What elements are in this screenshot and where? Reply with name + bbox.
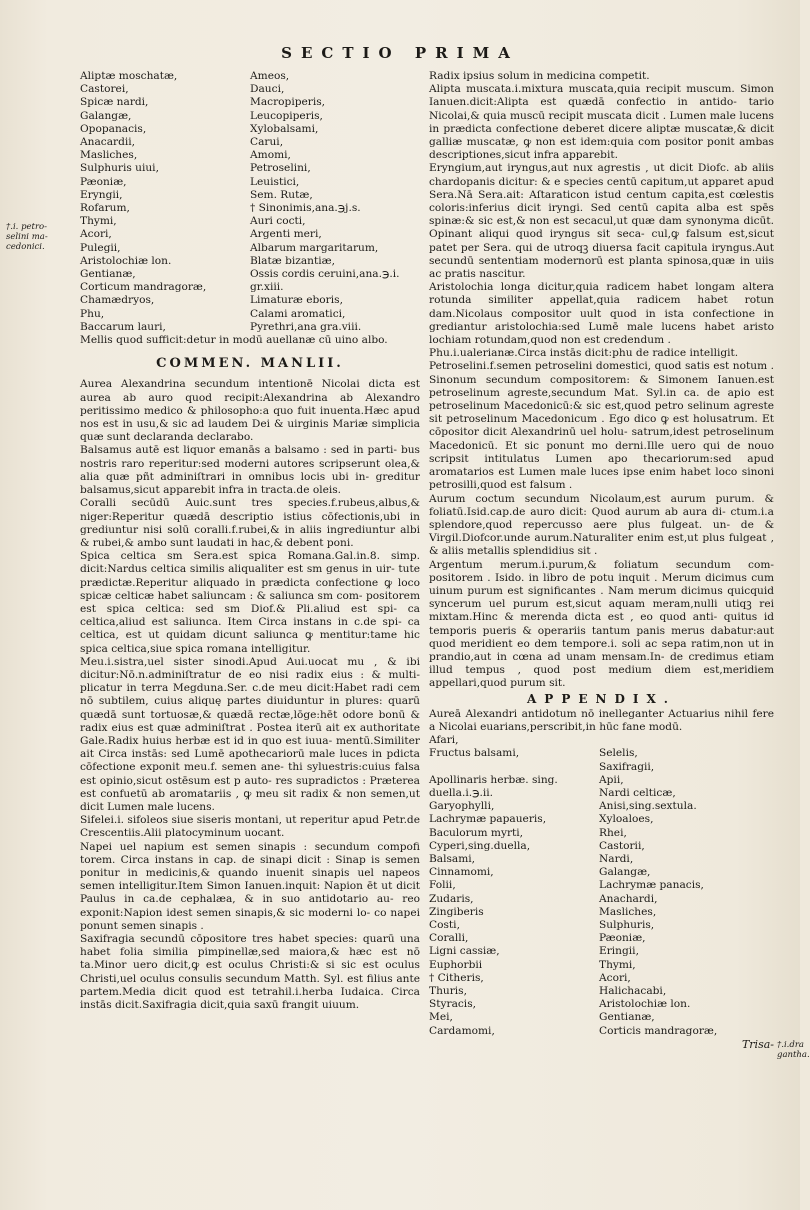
- commentary-paragraph: Phu.i.ualerianæ.Circa instās dicit:phu de radice intelligit.: [429, 347, 739, 360]
- appendix-item: Sulphuris,: [599, 919, 655, 931]
- ingredient-item: Anacardii,: [80, 136, 136, 149]
- appendix-item: Halichacabi,: [599, 985, 667, 998]
- ingredient-item: Blatæ bizantiæ,: [250, 254, 335, 267]
- commentary-paragraph: Radix ipsius solum in medicina competit.: [429, 70, 650, 82]
- page-header: SECTIO PRIMA: [281, 44, 519, 62]
- ingredient-item: Dauci,: [250, 83, 285, 96]
- ingredient-item: Auri cocti,: [250, 215, 306, 228]
- commentary-paragraph: Napei uel napium est semen sinapis : secundum compofi torem. Circa instans in cap. de sinapi dicit : Sinap is semen ponitur in medicinis,& quando inuenit sinapis uel napeos semen intelligitur.Item Simon Ianuen.inquit: Napion ēt ut dicit Paulus in ca.de cephalæa, & in suo antidotario au- reo exponit:Napion idest semen sinapis,& sic moderni lo- co napei ponunt semen sinapis .: [80, 840, 420, 932]
- ingredient-item: Chamædryos,: [80, 294, 155, 307]
- appendix-item: Thuris,: [429, 985, 467, 998]
- margin-note-right: †.i.dra gantha.: [777, 1040, 810, 1060]
- appendix-item: Mei,: [429, 1011, 453, 1024]
- ingredient-item: Albarum margaritarum,: [250, 241, 379, 254]
- appendix-item: Acori,: [599, 971, 631, 984]
- appendix-item: Corticis mandragoræ,: [599, 1024, 718, 1037]
- commentary-paragraph: Aurea Alexandrina secundum intentionē Nicolai dicta est aurea ab auro quod recipit:Alexandrina ab Alexandro peritissimo medico & philosopho:a quo fuit inuenta.Hæc apud nos est in usu,& sic ad laudem Dei & uirginis Mariæ simplicia quæ sunt declaranda declarabo.: [80, 378, 420, 444]
- appendix-item: Lachrymæ panacis,: [599, 879, 704, 892]
- appendix-item: Folii,: [429, 879, 456, 892]
- commentary-paragraph: Sifelei.i. sifoleos siue siseris montani, ut reperitur apud Petr.de Crescentiis.Alii platocyminum uocant.: [80, 814, 420, 840]
- appendix-item: Anisi,sing.sextula.: [599, 800, 697, 813]
- appendix-item: [429, 761, 599, 774]
- ingredient-item: Spicæ nardi,: [80, 96, 149, 109]
- ingredient-item: Ossis cordis ceruini,ana.℈.i.: [250, 268, 400, 281]
- ingredient-item: Pyrethri,ana gra.viii.: [250, 320, 362, 333]
- appendix-item: [599, 734, 774, 747]
- ingredient-item: Leucopiperis,: [250, 109, 323, 122]
- commentary-paragraph: Petroselini.f.semen petroselini domestici, quod satis est notum . Sinonum secundum compositorem: & Simonem Ianuen.est petroselinum agreste,secundum Mat. Syl.in ca. de apio est petroselinum Macedonicū:& sic est,quod petro selinum agreste sit petroselinum Macedonicum . Ego dico ꝙ est holusatrum. Et cōpositor dicit Alexandrinū uel holu- satrum,idest petroselinum Macedonicū. Et sic ponunt mo derni.Ille uero qui de nouo scripsit intitulatus Lumen apo thecariorum:sed apud aromatarios est Lumen male luces ipse enim habet loco sinoni petrosilli,quod est falsum .: [429, 360, 774, 492]
- ingredient-item: Galangæ,: [80, 109, 132, 122]
- ingredient-item: Baccarum lauri,: [80, 320, 166, 333]
- appendix-item: Thymi,: [599, 958, 636, 971]
- appendix-item: Lachrymæ papaueris,: [429, 813, 547, 826]
- appendix-ingredient-list: [429, 734, 774, 1038]
- ingredient-item: Argenti meri,: [250, 228, 322, 241]
- appendix-item: Styracis,: [429, 998, 477, 1011]
- ingredient-item: gr.xiii.: [250, 281, 284, 294]
- ingredient-item: Gentianæ,: [80, 268, 136, 281]
- ingredient-item: Rofarum,: [80, 202, 130, 215]
- appendix-item: Gentianæ,: [599, 1011, 655, 1024]
- catchword: Trisa-: [741, 1037, 774, 1051]
- appendix-item: Aristolochiæ lon.: [599, 998, 691, 1011]
- ingredient-item: Petroselini,: [250, 162, 311, 175]
- ingredient-item: Eryngii,: [80, 188, 123, 201]
- margin-note-left: †.i. petro- selini ma- cedonici.: [6, 222, 48, 252]
- ingredient-item: Amomi,: [250, 149, 291, 162]
- appendix-item: Ligni cassiæ,: [429, 945, 500, 958]
- commentary-paragraph: Saxifragia secundū cōpositore tres habet species: quarū una habet folia similia pimpinellæ,sed maiora,& hæc est nō ta.Minor uero dicit,ꝙ est oculus Christi:& si sic est oculus Christi,uel oculus consulis secundum Matth. Syl. est filius ante partem.Media dicit quod est tetrahil.i.herba Iudaica. Circa instās dicit.Saxifragia dicit,quia saxū frangit uiuum.: [80, 933, 420, 1012]
- ingredient-item: Aliptæ moschatæ,: [80, 70, 178, 82]
- appendix-item: duella.i.℈.ii.: [429, 786, 493, 799]
- left-column: [80, 70, 420, 1012]
- commentary-paragraph: Spica celtica sm Sera.est spica Romana.Gal.in.8. simp. dicit:Nardus celtica similis aliqualiter est sm genus in uir- tute prædictæ.Reperitur aliquado in prædicta confectione ꝙ loco spicæ celticæ habet saliuncam : & saliunca sm com- positorem est spica celtica: sed sm Diof.& Pli.aliud est spi- ca celtica,aliud est saliunca. Item Circa instans in c.de spi- ca celtica, est ut quidam dicunt saliunca ꝙ mentitur:tame hic spica celtica,siue spica romana intelligitur.: [80, 550, 420, 655]
- ingredient-item: Calami aromatici,: [250, 307, 346, 320]
- ingredient-item: Acori,: [80, 228, 112, 241]
- appendix-item: Apii,: [599, 773, 624, 786]
- ingredient-item: † Sinonimis,ana.℈j.s.: [250, 202, 361, 215]
- appendix-item: Castorii,: [599, 839, 645, 852]
- ingredient-item: Corticum mandragoræ,: [80, 281, 207, 294]
- appendix-item: Cinnamomi,: [429, 866, 494, 879]
- appendix-item: Euphorbii: [429, 958, 483, 971]
- appendix-item: † Citheris,: [429, 971, 484, 984]
- appendix-item: Garyophylli,: [429, 800, 495, 813]
- commentary-paragraph: Meu.i.sistra,uel sister sinodi.Apud Aui.uocat mu , & ibi dicitur:Nō.n.adminiſtratur de eo nisi radix eius : & multi- plicatur in terra Megduna.Ser. c.de meu dicit:Habet radi cem nō subtilem, cuius aliquę partes diuiduntur in plures: quarū quædā sunt tortuosæ,& quædā rectæ,lōge:hēt odore bonū & radix eius est quæ adminiſtrat . Postea iterū ait ex authoritate Gale.Radix huius herbæ est id in quo est iuua- mentū.Similiter ait Circa instās: sed Lumē apothecariorū male luces in pdicta cōfectione exponit meu.f. semen ane- thi syluestris:cuius falsa est opinio,sicut ostēsum est p auto- res supradictos : Præterea est confuetū ab aromatariis , ꝙ meu sit radix & non semen,ut dicit Lumen male lucens.: [80, 655, 420, 813]
- appendix-item: Eringii,: [599, 945, 639, 958]
- appendix-item: Saxifragii,: [599, 760, 655, 773]
- appendix-item: Pæoniæ,: [599, 932, 646, 945]
- appendix-item: Coralli,: [429, 932, 469, 945]
- right-column: [429, 70, 774, 1051]
- appendix-heading: APPENDIX.: [527, 691, 676, 706]
- ingredient-item: Masliches,: [80, 149, 138, 162]
- commentary-heading: COMMEN. MANLII.: [156, 356, 344, 372]
- appendix-item: Zudaris,: [429, 892, 474, 905]
- appendix-item: Cyperi,sing.duella,: [429, 839, 531, 852]
- appendix-item: Afari,: [429, 734, 459, 747]
- appendix-item: Zingiberis: [429, 905, 484, 918]
- ingredient-item: Limaturæ eboris,: [250, 294, 343, 307]
- commentary-paragraph: Alipta muscata.i.mixtura muscata,quia recipit muscum. Simon Ianuen.dicit:Alipta est quædā confectio in antido- tario Nicolai,& quia muscū recipit muscata dicit . Lumen male lucens in prædicta confectione deberet dicere aliptæ muscatæ,& dicit galliæ muscatæ, ꝙ non est idem:quia com positor ponit ambas descriptiones,sicut infra apparebit.: [429, 83, 774, 162]
- appendix-item: Masliches,: [599, 905, 657, 918]
- appendix-item: Balsami,: [429, 852, 476, 865]
- ingredient-item: Xylobalsami,: [250, 122, 319, 135]
- commentary-paragraph: Argentum merum.i.purum,& foliatum secundum com- positorem . Isido. in libro de potu inquit . Merum dicimus cum uinum purum est significantes . Nam merum dicimus quicquid syncerum uel purum est,sicut aquam meram,nulli utiqꝫ rei mixtam.Hinc & merenda dicta est , eo quod anti- quitus id temporis pueris & operariis tantum panis merus dabatur:aut quod meridient eo dem tempore.i. soli ac sepa ratim,non ut in prandio,aut in cœna ad unam mensam.In- de credimus etiam illud tempus , quod post medium diem est,meridiem appellari,quod purum sit.: [429, 558, 774, 690]
- appendix-item: Xyloaloes,: [599, 813, 654, 826]
- commentary-paragraph: Aristolochia longa dicitur,quia radicem habet longam altera rotunda similiter appellat,quia radicem habet rotun dam.Nicolaus compositor uult quod in ista confectione in grediantur aristolochia:sed Lumē male lucens habet aristo lochiam rotundam,quod non est credendum .: [429, 281, 774, 347]
- ingredient-item: Pulegii,: [80, 241, 121, 254]
- appendix-item: Baculorum myrti,: [429, 826, 524, 839]
- appendix-item: Fructus balsami,: [429, 747, 520, 760]
- appendix-item: Costi,: [429, 919, 460, 931]
- appendix-item: Apollinaris herbæ. sing.: [429, 773, 558, 786]
- ingredient-item: Castorei,: [80, 83, 129, 96]
- appendix-item: Rhei,: [599, 826, 627, 839]
- commentary-paragraph: Coralli secūdū Auic.sunt tres species.f.rubeus,albus,& niger:Reperitur quædā descriptio istius cōfectionis,ubi in grediuntur nisi solū coralli.f.rubei,& in aliis ingrediuntur albi & rubei,& ambo sunt laudati in hac,& debent poni.: [80, 497, 420, 549]
- commentary-paragraph: Eryngium,aut iryngus,aut nux agrestis , ut dicit Diofc. ab aliis chardopanis dicitur: & e species centū capitum,ut apparet apud Sera.Nā Sera.ait: Aſtaraticon istud centum capita,est cœlestis coloris:inferius dicit iryngi. Sed centū capita alba est spēs spinæ:& sic est,& non est secacul,ut quæ dam synonyma dicūt. Opinant aliqui quod iryngus sit seca- cul,ꝙ falsum est,sicut patet per Sera. qui de utroqꝫ diuersa facit capitula iryngus.Aut secundū sententiam modernorū est planta spinosa,quæ in uiis ac pratis nascitur.: [429, 162, 774, 281]
- ingredient-item: Aristolochiæ lon.: [80, 254, 172, 267]
- ingredient-item: Sulphuris uiui,: [80, 162, 159, 175]
- appendix-intro: Aureā Alexandri antidotum nō inelleganter Actuarius nihil fere a Nicolai euarians,perscribit,in hūc fane modū.: [429, 707, 774, 733]
- ingredient-item: Phu,: [80, 307, 105, 320]
- ingredient-item: Macropiperis,: [250, 96, 326, 109]
- ingredient-item: Sem. Rutæ,: [250, 188, 313, 201]
- appendix-item: Cardamomi,: [429, 1024, 495, 1037]
- appendix-item: Anachardi,: [599, 892, 658, 905]
- commentary-paragraph: Balsamus autē est liquor emanās a balsamo : sed in parti- bus nostris raro reperitur:sed moderni autores scripserunt olea,& alia quæ pñt adminiſtrari in omnibus locis ubi in- greditur balsamus,sicut apparebit infra in tracta.de oleis.: [80, 444, 420, 497]
- ingredient-list: [80, 70, 420, 334]
- ingredient-item: Opopanacis,: [80, 122, 147, 135]
- commentary-paragraph: Aurum coctum secundum Nicolaum,est aurum purum. & foliatū.Isid.cap.de auro dicit: Quod aurum ab aura di- ctum.i.a splendore,quod repercusso aere plus fulgeat. un- de & Virgil.Diofcor.unde aurum.Naturaliter enim est,ut plus fulgeat , & aliis metallis splendidius sit .: [429, 492, 774, 558]
- appendix-item: Nardi,: [599, 852, 634, 865]
- recipe-closing: Mellis quod sufficit:detur in modū auellanæ cū uino albo.: [80, 334, 388, 347]
- appendix-item: Nardi celticæ,: [599, 786, 676, 799]
- ingredient-item: Thymi,: [80, 215, 117, 228]
- ingredient-item: Carui,: [250, 136, 284, 149]
- ingredient-item: Ameos,: [250, 70, 290, 82]
- appendix-item: Selelis,: [599, 747, 638, 760]
- appendix-item: Galangæ,: [599, 866, 651, 879]
- ingredient-item: Leuistici,: [250, 175, 300, 188]
- ingredient-item: Pæoniæ,: [80, 175, 127, 188]
